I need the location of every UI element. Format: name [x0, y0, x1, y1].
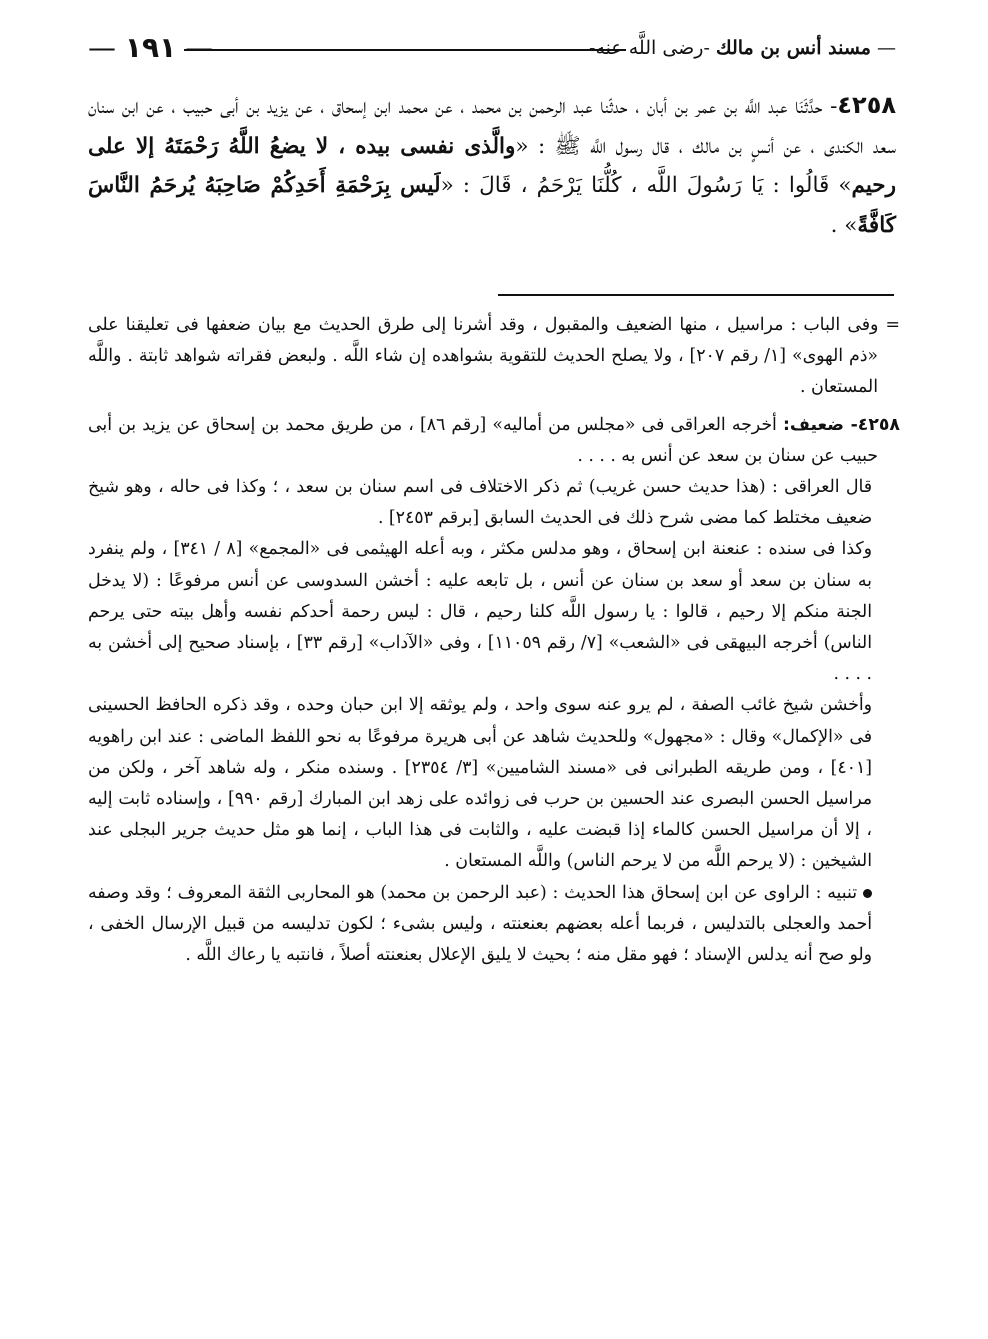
header-rule [184, 49, 626, 51]
footnote-note-text: تنبيه : الراوى عن ابن إسحاق هذا الحديث : (عبد الرحمن بن محمد) هو المحاربى الثقة المعروف ؛ وقد وصفه أحمد والعجلى بالتدليس ، فربما أعله بعضهم بعنعنته ، وليس بشىء ؛ لكون تدليسه من قبيل الإرسال الخفى ، ولو صح أنه يدلس الإسناد ؛ فهو مقل منه ؛ بحيث لا يليق الإعلال بعنعنته أصلاً ، فانتبه يا رعاك اللَّه . [88, 882, 872, 966]
hadith-text [88, 86, 896, 245]
page-header [88, 28, 896, 68]
footnote-para-isnad: وكذا فى سنده : عنعنة ابن إسحاق ، وهو مدلس مكثر ، وبه أعله الهيثمى فى «المجمع» [٨ / ٣٤١] ، ولم ينفرد به سنان بن سعد أو سعد بن سنان عن أنس ، بل تابعه عليه : أخشن السدوسى عن أنس مرفوعًا : (لا يدخل الجنة منكم إلا رحيم ، قالوا : يا رسول اللَّه كلنا رحيم ، قال : ليس رحمة أحدكم نفسه وأهل بيته حتى يرحم الناس) أخرجه البيهقى فى «الشعب» [٧/ رقم ١١٠٥٩] ، وفى «الآداب» [رقم ٣٣] ، بإسناد صحيح إلى أخشن به . . . . [88, 539, 872, 685]
hadith-number: ٤٢٥٨ [837, 91, 896, 119]
running-title-tail: -رضى اللَّه عنه- [589, 37, 710, 59]
footnote-para-iraqi: قال العراقى : (هذا حديث حسن غريب) ثم ذكر الاختلاف فى اسم سنان بن سعد ، ؛ وكذا فى حاله ، وهو شيخ ضعيف مختلط كما مضى شرح ذلك فى الحديث السابق [برقم ٢٤٥٣] . [88, 477, 872, 529]
hadith-matn-1: والَّذى نفسى بيده ، لا يضعُ اللَّهُ رَحْمَتَهُ إلا على رحيم [88, 133, 896, 198]
page-number: — ١٩١ — [88, 31, 214, 64]
hadith-matn-2: لَيس بِرَحْمَةِ أَحَدِكُمْ صَاحِبَهُ يُرحَمُ النَّاسَ كَافَّةً [88, 173, 896, 238]
footnote-continuation: = وفى الباب : مراسيل ، منها الضعيف والمقبول ، وقد أشرنا إلى طرق الحديث مع بيان ضعفها فى تعليقنا على «ذم الهوى» [١/ رقم ٢٠٧] ، ولا يصلح الحديث للتقوية بشواهده إن شاء اللَّه . ولبعض فقراته شواهد ثابتة . واللَّه المستعان . [88, 315, 900, 398]
footnote-grade: - ضعيف: [782, 414, 858, 435]
hadith-dialogue: » قَالُوا : يَا رَسُولَ اللَّه ، كُلُّنَا يَرْحَمُ ، قَالَ : « [440, 173, 852, 198]
bullet-icon [863, 889, 872, 898]
footnote-para-note [88, 878, 900, 972]
footnote-4258 [88, 410, 900, 472]
footnote-separator [498, 294, 894, 296]
page-number-value: ١٩١ [124, 31, 177, 64]
hadith-end: » . [830, 212, 858, 238]
running-title: — مسند أنس بن مالك -رضى اللَّه عنه- [589, 37, 896, 59]
footnote-takhrij: أخرجه العراقى فى «مجلس من أماليه» [رقم ٨٦] ، من طريق محمد بن إسحاق عن يزيد بن أبى حبيب عن سنان بن سعد عن أنس به . . . . [88, 414, 878, 466]
footnotes [88, 310, 900, 971]
hadith-isnad: - حدَّثَنَا عبد اللَّه بن عمر بن أبان ، حدثّنا عبد الرحمن بن محمد ، عن محمد ابن إسحاق ، عن يزيد بن أبى حبيب ، عن ابن سنان سعد الكندى ، عن أنسٍ بن مالك ، قال رسول اللَّه ﷺ : « [88, 94, 897, 159]
running-title-lead: مسند أنس بن مالك [715, 37, 871, 59]
footnote-para-akhshan: وأخشن شيخ غائب الصفة ، لم يرو عنه سوى واحد ، ولم يوثقه إلا ابن حبان وحده ، وقد ذكره الحافظ الحسينى فى «الإكمال» وقال : «مجهول» وللحديث شاهد عن أبى هريرة مرفوعًا به نحو اللفظ الماضى : عند ابن راهويه [٤٠١] ، ومن طريقه الطبرانى فى «مسند الشاميين» [٣/ ٢٣٥٤] . وسنده منكر ، وله شاهد آخر ، ولكن من مراسيل الحسن البصرى عند الحسين بن حرب فى زوائده على زهد ابن المبارك [رقم ٩٩٠] ، وإسناده ثابت إليه ، إلا أن مراسيل الحسن كالماء إذا قبضت عليه ، والثابت فى هذا الباب ، إنما هو مثل حديث جرير البجلى عند الشيخين : (لا يرحم اللَّه من لا يرحم الناس) واللَّه المستعان . [88, 695, 872, 872]
footnote-number: ٤٢٥٨ [857, 414, 900, 435]
